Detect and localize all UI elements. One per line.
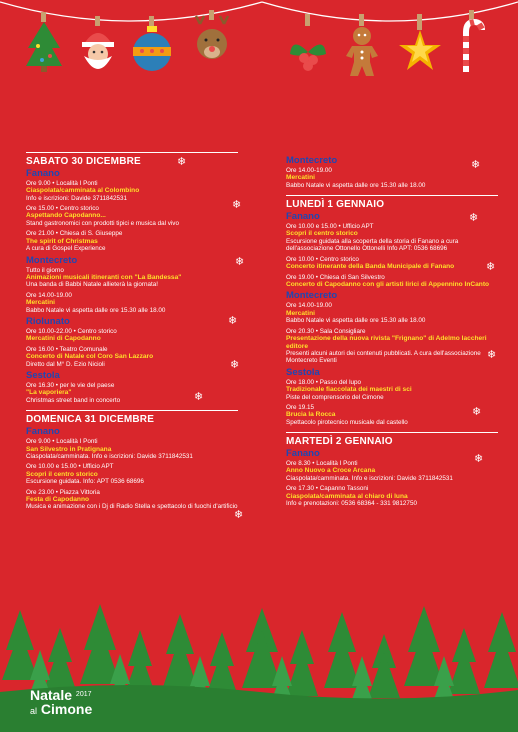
logo-title: Natale [30, 687, 73, 703]
event-time: Ore 14.00-19.00 [286, 302, 332, 310]
event [26, 205, 238, 227]
event-description: Stand gastronomici con prodotti tipici e musica dal vivo [26, 220, 179, 228]
event [286, 404, 498, 426]
place-heading: Fanano [26, 426, 60, 438]
event-title: "La vaporiera" [26, 389, 72, 397]
event [26, 346, 238, 368]
event [286, 274, 498, 289]
event-title: Ciaspolata/camminata al Colombino [26, 187, 140, 195]
event [26, 463, 238, 485]
event [26, 438, 238, 460]
right-schedule-column [286, 152, 498, 510]
event-description: Babbo Natale vi aspetta dalle ore 15.30 alle 18.00 [286, 181, 426, 189]
event-title: Aspettando Capodanno... [26, 212, 106, 220]
event-description: Presenti alcuni autori dei contenuti pubblicati. A cura dell'associazione Montecreto Eventi [286, 350, 481, 365]
event-time: Ore 8.30 • Località I Ponti [286, 460, 358, 468]
event-title: Mercatini [26, 299, 55, 307]
event-description: Spettacolo pirotecnico musicale dal castello [286, 418, 408, 426]
gingerbread-ornament-icon [340, 14, 384, 78]
event-time: Ore 16.30 • per le vie del paese [26, 382, 115, 390]
event-title: Ciaspolata/camminata al chiaro di luna [286, 492, 408, 500]
event-time: Ore 9.00 • Località I Ponti [26, 438, 98, 446]
snowflake-icon: ❄ [487, 349, 497, 361]
place-heading: Fanano [286, 211, 320, 223]
event-time: Ore 14.00-19.00 [26, 291, 72, 299]
day-heading: SABATO 30 DICEMBRE [26, 156, 141, 167]
event [286, 302, 498, 324]
place-heading: Montecreto [286, 290, 338, 302]
event-title: Brucia la Rocca [286, 411, 336, 419]
event-time: Ore 21.00 • Chiesa di S. Giuseppe [26, 230, 123, 238]
event-description: Escursione guidata. Info: APT 0536 68696 [26, 478, 144, 486]
event-time: Ore 23.00 • Piazza Vittoria [26, 488, 100, 496]
event-title: Concerto di Natale col Coro San Lazzaro [26, 353, 154, 361]
event-title: Festa di Capodanno [26, 495, 90, 503]
tree-ornament-icon [22, 12, 66, 80]
snowflake-icon: ❄ [471, 159, 481, 171]
bauble-ornament-icon [130, 16, 174, 80]
day-heading: DOMENICA 31 DICEMBRE [26, 414, 155, 426]
event-description: Babbo Natale vi aspetta dalle ore 15.30 alle 18.00 [26, 306, 166, 314]
event [286, 256, 498, 271]
snowflake-icon: ❄ [234, 509, 244, 521]
santa-ornament-icon [76, 16, 120, 80]
event-description: Escursione guidata alla scoperta della storia di Fanano a cura dell'associazione Ottonello Ottonelli Info APT: 0536 68696 [286, 238, 459, 253]
event-title: Presentazione della nuova rivista "Frignano" di Adelmo Iaccheri editore [286, 334, 487, 350]
event [286, 328, 498, 365]
event-title: Mercatini [286, 174, 315, 182]
event-description: Ciaspolata/camminata. Info e iscrizioni: Davide 3711842531 [26, 453, 193, 461]
place-heading: Fanano [286, 448, 320, 460]
event-title: Concerto itinerante della Banda Municipale di Fanano [286, 262, 455, 270]
event-title: Animazioni musicali itineranti con "La Bandessa" [26, 273, 182, 281]
event-title: San Silvestro in Pratignana [26, 445, 112, 453]
snowflake-icon: ❄ [177, 156, 187, 168]
event-description: Ciaspolata/camminata. Info e iscrizioni: Davide 3711842531 [286, 474, 453, 482]
place-heading: Fanano [26, 168, 60, 179]
divider [286, 195, 498, 196]
snowflake-icon: ❄ [486, 261, 496, 273]
event-description: Christmas street band in concerto [26, 396, 121, 404]
event-title: Anno Nuovo a Croce Arcana [286, 467, 376, 475]
snowflake-icon: ❄ [228, 315, 238, 327]
logo-year: 2017 [75, 691, 92, 698]
event-time: Ore 15.00 • Centro storico [26, 205, 99, 213]
star-ornament-icon [396, 14, 444, 78]
snowflake-icon: ❄ [235, 256, 245, 268]
event-title: Tradizionale fiaccolata dei maestri di sci [286, 386, 412, 394]
event-description: Piste del comprensorio del Cimone [286, 393, 384, 401]
snowflake-icon: ❄ [472, 406, 482, 418]
place-heading: Sestola [286, 366, 320, 378]
event-time: Ore 10.00 e 15.00 • Ufficio APT [286, 223, 374, 231]
event [26, 489, 238, 511]
event [26, 230, 238, 252]
natale-al-cimone-logo [30, 688, 92, 718]
event-description: Musica e animazione con i Dj di Radio Stella e spettacolo di fuochi d'artificio [26, 503, 238, 511]
event-time: Ore 10.00-22.00 • Centro storico [26, 327, 117, 335]
snowflake-icon: ❄ [474, 453, 484, 465]
holly-ornament-icon [286, 14, 330, 78]
left-schedule-column [26, 152, 238, 514]
event-time: Tutto il giorno [26, 266, 64, 274]
event-time: Ore 14.00-19.00 [286, 167, 332, 174]
event [286, 223, 498, 252]
event-title: Scopri il centro storico [26, 470, 98, 478]
candy-cane-ornament-icon [452, 10, 492, 74]
event [26, 267, 238, 289]
snowflake-icon: ❄ [469, 212, 479, 224]
event [286, 167, 498, 189]
event [26, 328, 238, 343]
event [26, 382, 238, 404]
event-time: Ore 20.30 • Sala Consigliare [286, 327, 366, 335]
event-title: Concerto di Capodanno con gli artisti lirici di Appennino InCanto [286, 280, 490, 288]
event-time: Ore 19.15 [286, 403, 315, 411]
snowflake-icon: ❄ [194, 391, 204, 403]
event-time: Ore 16.00 • Teatro Comunale [26, 345, 108, 353]
event [286, 379, 498, 401]
event [26, 180, 238, 202]
event-time: Ore 10.00 • Centro storico [286, 255, 359, 263]
event-title: Scopri il centro storico [286, 230, 358, 238]
event-title: The spirit of Christmas [26, 237, 98, 245]
divider [26, 410, 238, 411]
event [26, 292, 238, 314]
snowflake-icon: ❄ [230, 359, 240, 371]
day-heading: MARTEDÌ 2 GENNAIO [286, 436, 393, 448]
divider [26, 152, 238, 153]
event-time: Ore 17.30 • Capanno Tassoni [286, 485, 369, 493]
divider [286, 432, 498, 433]
event-time: Ore 9.00 • Località I Ponti [26, 180, 98, 187]
event-time: Ore 10.00 e 15.00 • Ufficio APT [26, 463, 114, 471]
event-description: Babbo Natale vi aspetta dalle ore 15.30 alle 18.00 [286, 317, 426, 325]
event-description: Una banda di Babbi Natale allieterà la giornata! [26, 281, 158, 289]
event-time: Ore 19.00 • Chiesa di San Silvestro [286, 273, 385, 281]
event-description: Info e iscrizioni: Davide 3711842531 [26, 194, 128, 202]
logo-location: Cimone [40, 701, 93, 717]
event-description: Info e prenotazioni: 0536 68364 - 331 9812750 [286, 500, 417, 508]
event-title: Mercatini [286, 309, 315, 317]
event-title: Mercatini di Capodanno [26, 335, 101, 343]
logo-al: al [30, 706, 38, 716]
place-heading: Sestola [26, 370, 60, 382]
place-heading: Montecreto [286, 155, 338, 166]
snowflake-icon: ❄ [232, 199, 242, 211]
event-time: Ore 18.00 • Passo del lupo [286, 378, 362, 386]
reindeer-ornament-icon [190, 10, 234, 74]
place-heading: Riolunato [26, 315, 70, 327]
event [286, 460, 498, 482]
event [286, 485, 498, 507]
place-heading: Montecreto [26, 254, 78, 266]
day-heading: LUNEDÌ 1 GENNAIO [286, 199, 385, 211]
event-description: A cura di Gospel Experience [26, 245, 106, 253]
event-description: Diretto dal M° D. Ezio Nicioli [26, 360, 105, 368]
